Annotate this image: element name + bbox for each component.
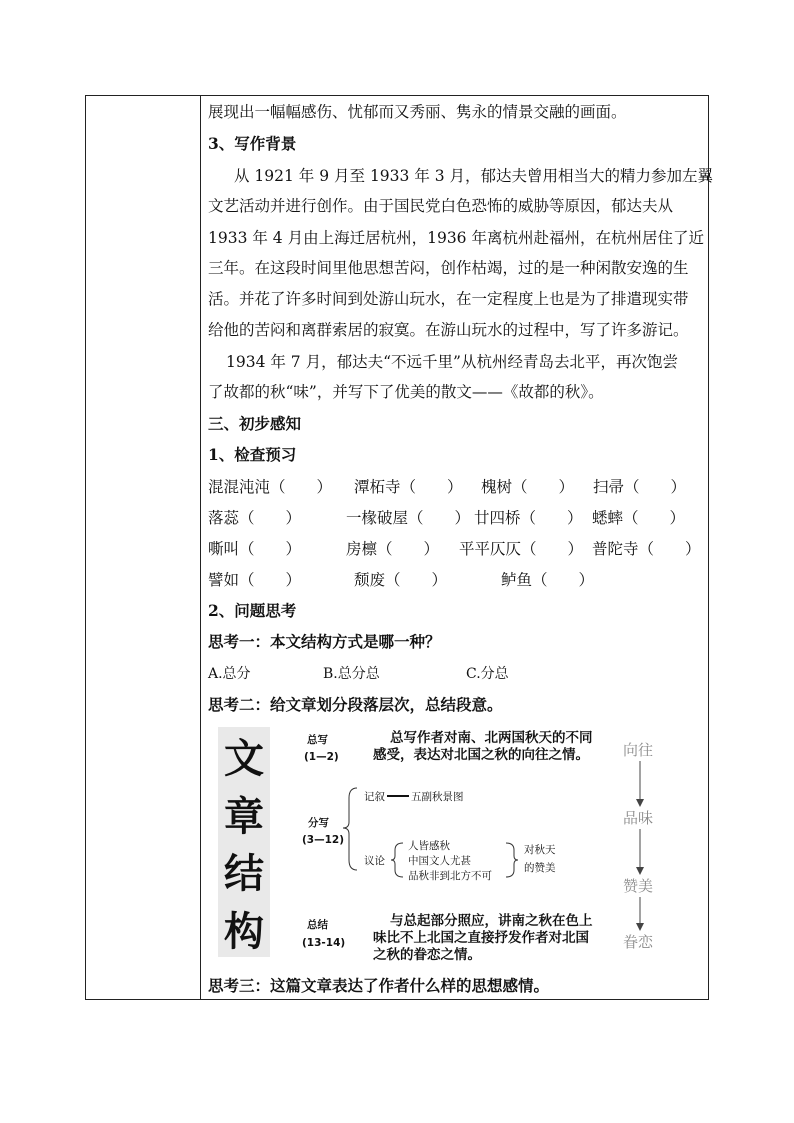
option-c: C.分总 (466, 666, 509, 682)
paragraph-line: 从 1921 年 9 月至 1933 年 3 月，郁达夫曾用相当大的精力参加左翼 (234, 167, 714, 185)
section-heading-questions: 2、问题思考 (208, 601, 297, 620)
section-heading-perception: 三、初步感知 (208, 414, 302, 433)
question-three: 思考三：这篇文章表达了作者什么样的思想感情。 (208, 976, 550, 995)
vocab-item: 平平仄仄（ ） (459, 540, 584, 558)
section-2-range: (3—12) (302, 834, 345, 846)
vocab-item: 房檩（ ） (346, 540, 440, 558)
section-heading-background: 3、写作背景 (208, 134, 297, 153)
vocab-item: 颓废（ ） (354, 571, 448, 589)
praise-text: 对秋天 (524, 844, 556, 856)
table-column-divider (200, 95, 201, 1000)
title-char: 结 (224, 851, 264, 898)
title-char: 构 (224, 908, 264, 955)
argument-item: 人皆感秋 (408, 840, 450, 852)
title-char: 章 (224, 793, 264, 840)
vocab-item: 譬如（ ） (208, 571, 302, 589)
option-b: B.总分总 (323, 666, 380, 682)
vocab-item: 普陀寺（ ） (592, 540, 701, 558)
structure-title-block (218, 727, 270, 957)
flow-step: 向往 (623, 741, 654, 759)
argument-item: 品秋非到北方不可 (408, 870, 492, 882)
question-two: 思考二：给文章划分段落层次，总结段意。 (208, 695, 503, 714)
paragraph-line: 三年。在这段时间里他思想苦闷，创作枯竭，过的是一种闲散安逸的生 (208, 259, 689, 277)
option-a: A.总分 (208, 666, 251, 682)
section-heading-preview: 1、检查预习 (208, 445, 297, 464)
praise-text: 的赞美 (524, 862, 556, 874)
flow-step: 眷恋 (623, 933, 654, 951)
vocab-item: 潭柘寺（ ） (354, 478, 463, 496)
flow-arrows (633, 757, 647, 937)
vocab-item: 鲈鱼（ ） (501, 571, 595, 589)
vocab-item: 落蕊（ ） (208, 509, 302, 527)
paragraph-line: 1934 年 7 月，郁达夫“不远千里”从杭州经青岛去北平，再次饱尝 (226, 353, 678, 371)
vocab-item: 扫帚（ ） (593, 478, 687, 496)
vocab-item: 嘶叫（ ） (208, 540, 302, 558)
flow-step: 赞美 (623, 877, 654, 895)
section-2-label: 分写 (308, 817, 329, 829)
paragraph-line: 展现出一幅幅感伤、忧郁而又秀丽、隽永的情景交融的画面。 (208, 103, 627, 121)
article-structure-figure (218, 727, 658, 965)
section-1-range: (1—2) (304, 751, 339, 763)
paragraph-line: 1933 年 4 月由上海迁居杭州，1936 年离杭州赴福州，在杭州居住了近 (208, 229, 704, 247)
vocab-item: 廿四桥（ ） (474, 509, 583, 527)
section-1-label: 总写 (307, 734, 328, 746)
argument-label: 议论 (364, 855, 385, 867)
vocab-item: 一椽破屋（ ） (346, 509, 471, 527)
section-3-summary: 与总起部分照应，讲南之秋在色上味比不上北国之直接抒发作者对北国之秋的眷恋之情。 (373, 913, 593, 963)
paragraph-line: 了故都的秋“味”，并写下了优美的散文——《故都的秋》。 (208, 383, 604, 401)
argument-item: 中国文人尤甚 (408, 855, 471, 867)
question-one: 思考一：本文结构方式是哪一种？ (208, 632, 441, 651)
narrative-text: 五副秋景图 (411, 791, 464, 803)
paragraph-line: 给他的苦闷和离群索居的寂寞。在游山玩水的过程中，写了许多游记。 (208, 321, 689, 339)
flow-step: 品味 (623, 809, 654, 827)
paragraph-line: 文艺活动并进行创作。由于国民党白色恐怖的威胁等原因，郁达夫从 (208, 197, 674, 215)
section-1-summary: 总写作者对南、北两国秋天的不同感受，表达对北国之秋的向往之情。 (373, 730, 593, 763)
narrative-label: 记叙 (364, 791, 385, 803)
vocab-item: 槐树（ ） (481, 478, 575, 496)
vocab-item: 混混沌沌（ ） (208, 478, 333, 496)
title-char: 文 (224, 736, 264, 783)
section-3-label: 总结 (307, 919, 328, 931)
section-3-range: (13-14) (302, 937, 346, 949)
paragraph-line: 活。并花了许多时间到处游山玩水，在一定程度上也是为了排遣现实带 (208, 290, 689, 308)
vocab-item: 蟋蟀（ ） (592, 509, 686, 527)
